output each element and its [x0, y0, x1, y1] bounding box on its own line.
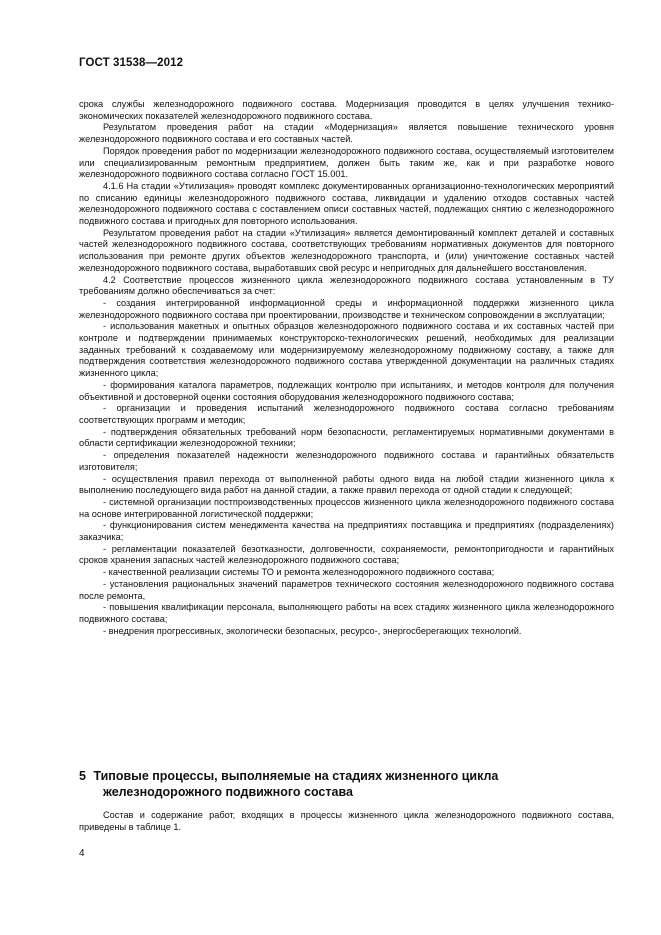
page-number: 4	[79, 848, 85, 859]
section-body	[79, 810, 614, 833]
list-item: - системной организации постпроизводственных процессов жизненного цикла железнодорожного подвижного состава на основе интегрированной логистической поддержки;	[79, 496, 614, 519]
list-item: - создания интегрированной информационной среды и информационной поддержки жизненного цикла железнодорожного подвижного состава при проектировании, производстве и техническом сопровождении в эксплуатации;	[79, 297, 614, 320]
section-paragraph: Состав и содержание работ, входящих в процессы жизненного цикла железнодорожного подвижного состава, приведены в таблице 1.	[79, 810, 614, 832]
list-item: - определения показателей надежности железнодорожного подвижного состава и гарантийных обязательств изготовителя;	[79, 450, 614, 472]
section-heading	[79, 768, 599, 800]
list-item: - регламентации показателей безотказности, долговечности, сохраняемости, ремонтопригодности и гарантийных сроков хранения запасных частей железнодорожного подвижного состава;	[79, 543, 614, 566]
body-text	[79, 99, 614, 637]
paragraph: 4.2 Соответствие процессов жизненного цикла железнодорожного подвижного состава установленным в ТУ требованиям должно обеспечиваться за счет:	[79, 274, 614, 297]
section-title-line1: Типовые процессы, выполняемые на стадиях жизненного цикла	[93, 769, 499, 783]
list-item: - использования макетных и опытных образцов железнодорожного подвижного состава и их составных частей при контроле и подтверждении принимаемых конструкторско-технологических решений, необходимых для реализации заданных требований к создаваемому или модернизируемому железнодорожному подвижному составу, а также для подтверждения соответствия железнодорожного подвижного состава утвержденной документации на различных стадиях жизненного цикла;	[79, 321, 614, 379]
section-title-line2: железнодорожного подвижного состава	[103, 785, 353, 799]
paragraph: Порядок проведения работ по модернизации железнодорожного подвижного состава, осуществляемый изготовителем или специализированным ремонтным предприятием, должен быть таким же, как и при разработке нового железнодорожного подвижного состава согласно ГОСТ 15.001.	[79, 145, 614, 180]
list-item: - функционирования систем менеджмента качества на предприятиях поставщика и предприятиях (подразделениях) заказчика;	[79, 520, 614, 543]
list-item: - осуществления правил перехода от выполненной работы одного вида на любой стадии жизненного цикла к выполнению последующего вида работ на данной стадии, а также правил перехода от одной стадии к следующей;	[79, 473, 614, 496]
list-item: - организации и проведения испытаний железнодорожного подвижного состава согласно требованиям соответствующих программ и методик;	[79, 403, 614, 425]
document-header: ГОСТ 31538—2012	[79, 57, 184, 69]
paragraph: срока службы железнодорожного подвижного состава. Модернизация проводится в целях улучшения технико-экономических показателей железнодорожного подвижного состава.	[79, 99, 614, 121]
list-item: - внедрения прогрессивных, экологически безопасных, ресурсо-, энергосберегающих технологий.	[103, 625, 522, 636]
list-item: - формирования каталога параметров, подлежащих контролю при испытаниях, и методов контроля для получения объективной и достоверной оценки состояния оборудования железнодорожного подвижного состава;	[79, 379, 614, 402]
section-number: 5	[79, 769, 86, 783]
paragraph: Результатом проведения работ на стадии «Утилизация» является демонтированный комплект деталей и составных частей железнодорожного подвижного состава, соответствующих требованиям нормативных документов для повторного использования при ремонте других объектов железнодорожного транспорта, и (или) уничтожение составных частей железнодорожного подвижного состава, выработавших свой ресурс и непригодных для дальнейшего восстановления.	[79, 227, 614, 273]
list-item: - повышения квалификации персонала, выполняющего работы на всех стадиях жизненного цикла железнодорожного подвижного состава;	[79, 602, 614, 624]
paragraph: 4.1.6 На стадии «Утилизация» проводят комплекс документированных организационно-технологических мероприятий по списанию единицы железнодорожного подвижного состава, ликвидации и удалению отходов составных частей железнодорожного подвижного состава с составлением описи составных частей, подлежащих снятию с железнодорожного подвижного состава и пригодных для повторного использования.	[79, 180, 614, 227]
list-item: - качественной реализации системы ТО и ремонта железнодорожного подвижного состава;	[103, 567, 495, 578]
paragraph: Результатом проведения работ на стадии «Модернизация» является повышение технического уровня железнодорожного подвижного состава и его составных частей.	[79, 122, 614, 145]
list-item: - установления рациональных значений параметров технического состояния железнодорожного подвижного состава после ремонта,	[79, 578, 614, 601]
list-item: - подтверждения обязательных требований норм безопасности, регламентируемых нормативными документами в области сертификации железнодорожной техники;	[79, 426, 614, 449]
